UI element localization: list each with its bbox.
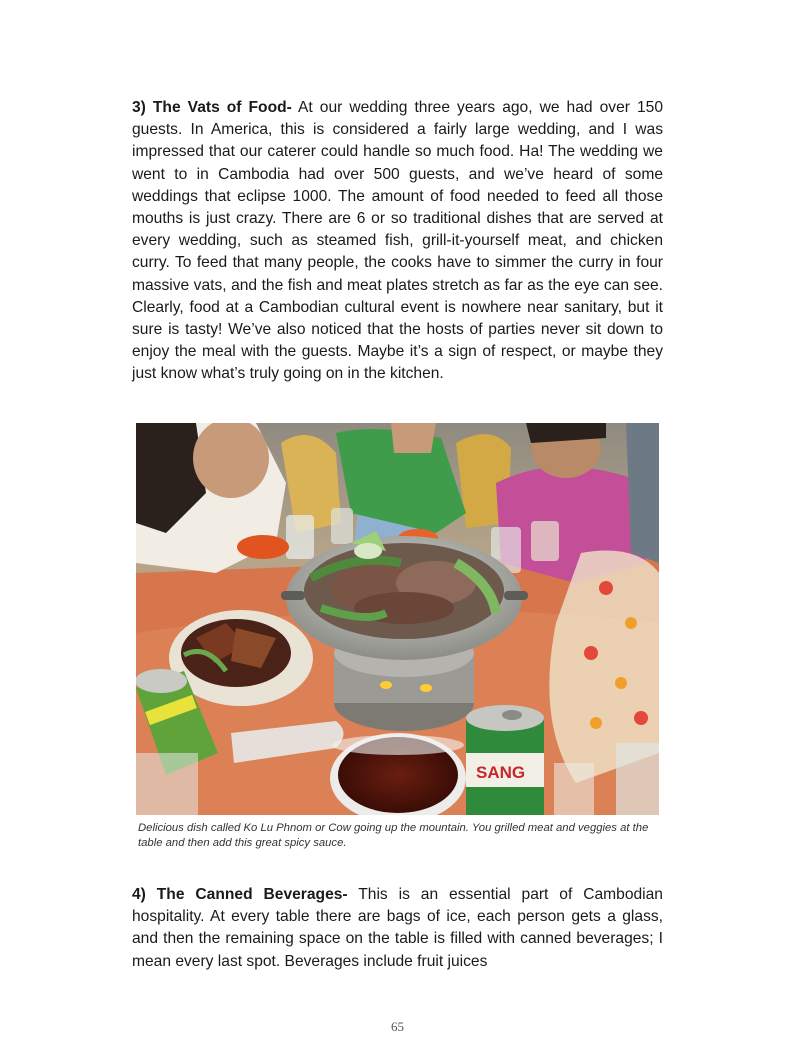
section-3-heading: 3) The Vats of Food- xyxy=(132,99,292,116)
section-3-body: At our wedding three years ago, we had over 150 guests. In America, this is considered a fairly large wedding, and I was impressed that our caterer could handle so much food. Ha! The wedding we went to in Cambodia had over 500 guests, and we’ve heard of some weddings that eclipse 1000. The amount of food needed to feed all those mouths is just crazy. There are 6 or so traditional dishes that are served at every wedding, such as steamed fish, grill-it-yourself meat, and chicken curry. To feed that many people, the cooks have to simmer the curry in four massive vats, and the fish and meat plates stretch as far as the eye can see. Clearly, food at a Cambodian cultural event is nowhere near sanitary, but it sure is tasty! We’ve also noticed that the hosts of parties never sit down to enjoy the meal with the guests. Maybe it’s a sign of respect, or maybe they just know what’s truly going on in the kitchen. xyxy=(132,99,663,383)
section-4-body: This is an essential part of Cambodian hospitality. At every table there are bags of ice, each person gets a glass, and then the remaining space on the table is filled with canned beverages; I mean every last spot. Beverages include fruit juices xyxy=(132,886,663,970)
food-photo xyxy=(136,423,659,815)
can-label: SANG xyxy=(476,763,526,782)
beverage-can-sang xyxy=(466,705,544,815)
page-number: 65 xyxy=(391,1019,404,1034)
food-photo-illustration xyxy=(136,423,659,815)
section-4-paragraph xyxy=(132,884,663,973)
section-3-paragraph xyxy=(132,97,663,386)
spicy-sauce-bowl xyxy=(330,733,466,815)
section-4-heading: 4) The Canned Beverages- xyxy=(132,886,348,903)
photo-caption: Delicious dish called Ko Lu Phnom or Cow going up the mountain. You grilled meat and veggies at the table and then add this great spicy sauce. xyxy=(138,822,649,849)
